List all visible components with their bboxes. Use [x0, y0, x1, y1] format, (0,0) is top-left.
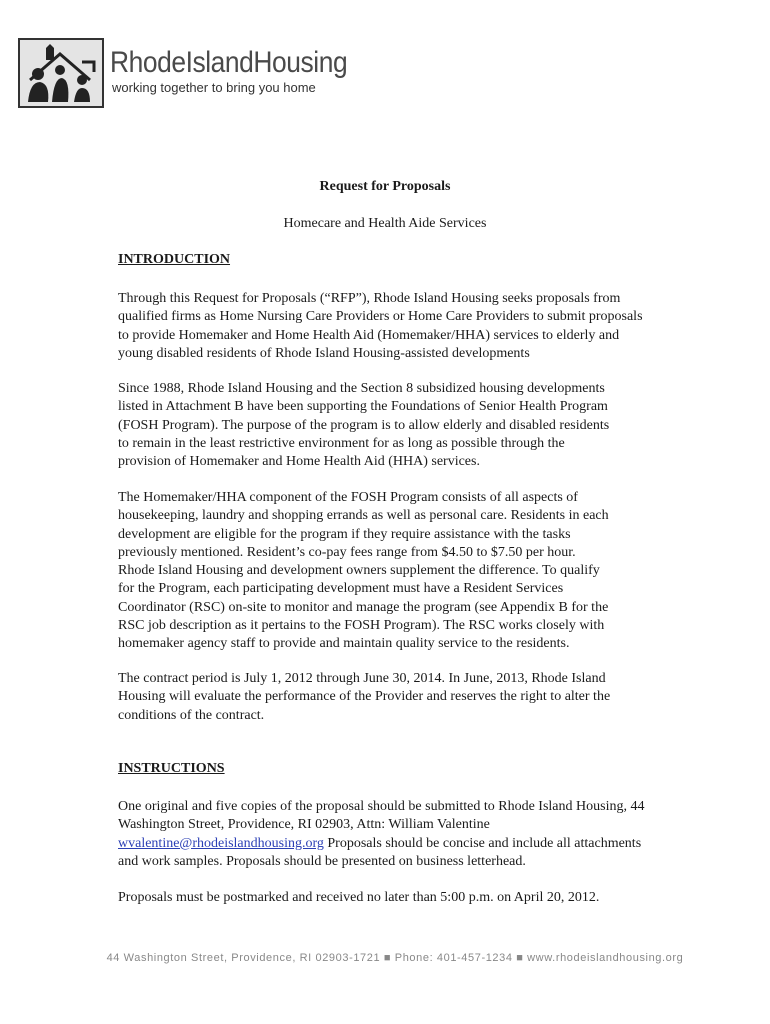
intro-paragraph-1: Through this Request for Proposals (“RFP”), Rhode Island Housing seeks proposals from qualified firms as Home Nursing Care Providers or Home Care Providers to submit proposals to provide Homemaker and Home Health Aid (Homemaker/HHA) services to elderly and young disabled residents of Rhode Island Housing-assisted developments: [118, 291, 643, 361]
logo-tagline: working together to bring you home: [112, 80, 316, 95]
page-footer: 44 Washington Street, Providence, RI 02903-1721 ■ Phone: 401-457-1234 ■ www.rhodeislandhousing.org: [106, 952, 684, 964]
family-house-icon: [20, 40, 102, 106]
introduction-heading: INTRODUCTION: [118, 252, 231, 267]
company-logo: [18, 38, 348, 108]
instructions-heading: INSTRUCTIONS: [118, 761, 225, 776]
intro-paragraph-3: The Homemaker/HHA component of the FOSH Program consists of all aspects of housekeeping, laundry and shopping errands as well as personal care. Residents in each development are eligible for the program if they require assistance with the tasks previously mentioned. Resident’s co-pay fees range from $4.50 to $7.50 per hour. Rhode Island Housing and development owners supplement the difference. To qualify for the Program, each participating development must have a Resident Services Coordinator (RSC) on-site to monitor and manage the program (see Appendix B for the RSC job description as it pertains to the FOSH Program). The RSC works closely with homemaker agency staff to provide and maintain quality service to the residents.: [118, 490, 609, 652]
intro-paragraph-4: The contract period is July 1, 2012 through June 30, 2014. In June, 2013, Rhode Island Housing will evaluate the performance of the Provider and reserves the right to alter the conditions of the contract.: [118, 671, 611, 723]
document-title: Request for Proposals: [319, 179, 451, 194]
document-subtitle: Homecare and Health Aide Services: [283, 216, 487, 231]
logo-emblem: [18, 38, 104, 108]
email-link[interactable]: wvalentine@rhodeislandhousing.org: [118, 835, 324, 851]
instructions-paragraph-2: Proposals must be postmarked and received no later than 5:00 p.m. on April 20, 2012.: [118, 890, 600, 905]
intro-paragraph-2: Since 1988, Rhode Island Housing and the Section 8 subsidized housing developments listed in Attachment B have been supporting the Foundations of Senior Health Program (FOSH Program). The purpose of the program is to allow elderly and disabled residents to remain in the least restrictive environment for as long as possible through the provision of Homemaker and Home Health Aid (HHA) services.: [118, 381, 610, 470]
logo-name: RhodeIslandHousing: [110, 46, 348, 79]
instructions-paragraph-1: One original and five copies of the proposal should be submitted to Rhode Island Housing, 44 Washington Street, Providence, RI 02903, Attn: William Valentine wvalentine@rhodeislandhousing.org Proposals should be concise and include all attachments and work samples. Proposals should be presented on business letterhead.: [118, 799, 645, 869]
